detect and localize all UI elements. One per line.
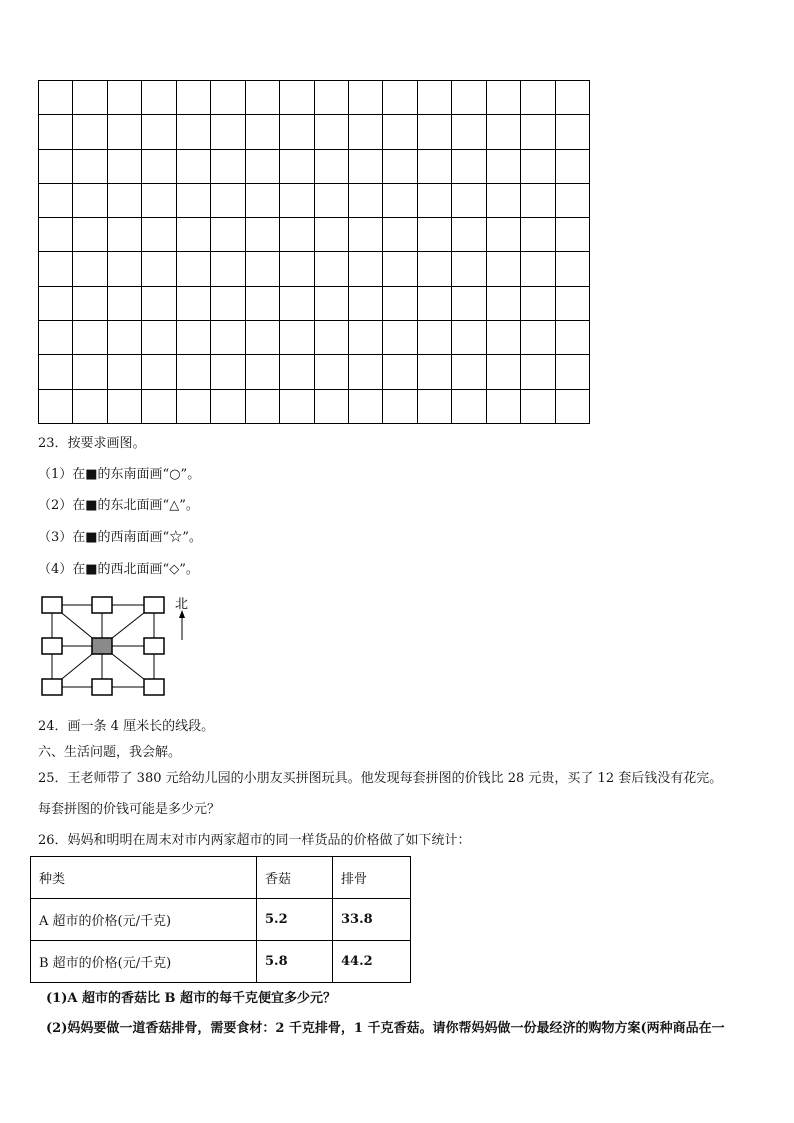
- grid-cell: [521, 252, 555, 286]
- grid-cell: [417, 321, 451, 355]
- grid-cell: [107, 81, 141, 115]
- grid-cell: [245, 81, 279, 115]
- grid-cell: [486, 286, 520, 320]
- table-row: [31, 941, 411, 983]
- grid-cell: [521, 149, 555, 183]
- table-cell: 5.2: [257, 899, 333, 941]
- grid-cell: [383, 149, 417, 183]
- grid-cell: [73, 149, 107, 183]
- grid-cell: [280, 355, 314, 389]
- grid-cell: [314, 218, 348, 252]
- question-25-continued: 每套拼图的价钱可能是多少元？: [38, 802, 221, 817]
- grid-cell: [383, 183, 417, 217]
- grid-cell: [73, 389, 107, 423]
- grid-cell: [486, 183, 520, 217]
- grid-cell: [39, 115, 73, 149]
- grid-cell: [486, 218, 520, 252]
- grid-cell: [245, 183, 279, 217]
- grid-cell: [211, 149, 245, 183]
- grid-cell: [417, 218, 451, 252]
- center-box: [92, 638, 112, 654]
- grid-cell: [555, 218, 589, 252]
- grid-row: [39, 218, 590, 252]
- grid-cell: [486, 149, 520, 183]
- grid-cell: [73, 252, 107, 286]
- question-26: 26．妈妈和明明在周末对市内两家超市的同一样货品的价格做了如下统计：: [38, 833, 471, 848]
- grid-cell: [176, 355, 210, 389]
- north-label: 北: [175, 597, 189, 612]
- grid-cell: [383, 252, 417, 286]
- grid-cell: [555, 149, 589, 183]
- grid-row: [39, 183, 590, 217]
- grid-cell: [452, 81, 486, 115]
- grid-cell: [176, 218, 210, 252]
- grid-cell: [211, 252, 245, 286]
- grid-cell: [39, 149, 73, 183]
- grid-cell: [73, 81, 107, 115]
- grid-cell: [280, 286, 314, 320]
- grid-cell: [348, 389, 382, 423]
- grid-cell: [39, 183, 73, 217]
- grid-cell: [417, 183, 451, 217]
- grid-cell: [521, 183, 555, 217]
- grid-cell: [486, 81, 520, 115]
- grid-cell: [417, 149, 451, 183]
- question-24: 24．画一条 4 厘米长的线段。: [38, 719, 215, 734]
- grid-cell: [452, 149, 486, 183]
- grid-cell: [555, 183, 589, 217]
- question-23-title: 23．按要求画图。: [38, 436, 146, 451]
- question-23-item-1: （1）在■的东南面画“○”。: [38, 467, 201, 482]
- section-6-title: 六、生活问题，我会解。: [38, 745, 182, 760]
- price-table: [30, 856, 411, 983]
- grid-cell: [314, 252, 348, 286]
- grid-cell: [211, 81, 245, 115]
- question-26-part-2: (2)妈妈要做一道香菇排骨，需要食材：2 千克排骨，1 千克香菇。请你帮妈妈做一份最经济的购物方案(两种商品在一: [46, 1021, 725, 1036]
- grid-cell: [39, 218, 73, 252]
- grid-cell: [555, 115, 589, 149]
- grid-cell: [521, 321, 555, 355]
- grid-cell: [107, 389, 141, 423]
- grid-cell: [486, 115, 520, 149]
- grid-cell: [452, 286, 486, 320]
- grid-cell: [176, 389, 210, 423]
- grid-cell: [73, 183, 107, 217]
- grid-cell: [280, 321, 314, 355]
- grid-cell: [555, 252, 589, 286]
- east-box: [144, 638, 164, 654]
- grid-cell: [521, 389, 555, 423]
- grid-cell: [245, 321, 279, 355]
- grid-cell: [314, 286, 348, 320]
- grid-cell: [176, 286, 210, 320]
- grid-cell: [383, 389, 417, 423]
- grid-cell: [176, 81, 210, 115]
- grid-cell: [555, 321, 589, 355]
- grid-row: [39, 81, 590, 115]
- table-header-row: [31, 857, 411, 899]
- grid-cell: [176, 321, 210, 355]
- grid-cell: [73, 321, 107, 355]
- grid-cell: [314, 81, 348, 115]
- grid-cell: [417, 286, 451, 320]
- grid-cell: [417, 81, 451, 115]
- grid-cell: [280, 183, 314, 217]
- grid-cell: [280, 218, 314, 252]
- grid-cell: [348, 321, 382, 355]
- west-box: [42, 638, 62, 654]
- grid-cell: [348, 183, 382, 217]
- question-23-item-3: （3）在■的西南面画“☆”。: [38, 530, 202, 545]
- grid-cell: [245, 149, 279, 183]
- grid-cell: [417, 355, 451, 389]
- grid-cell: [245, 218, 279, 252]
- grid-cell: [176, 115, 210, 149]
- grid-cell: [521, 81, 555, 115]
- grid-cell: [280, 115, 314, 149]
- grid-cell: [107, 115, 141, 149]
- grid-cell: [486, 355, 520, 389]
- grid-cell: [107, 286, 141, 320]
- grid-cell: [348, 355, 382, 389]
- grid-cell: [314, 183, 348, 217]
- grid-cell: [452, 321, 486, 355]
- grid-cell: [73, 286, 107, 320]
- grid-cell: [211, 321, 245, 355]
- grid-cell: [452, 389, 486, 423]
- table-header-cell: 香菇: [257, 857, 333, 899]
- grid-cell: [486, 321, 520, 355]
- south-box: [92, 679, 112, 695]
- grid-cell: [107, 252, 141, 286]
- grid-cell: [107, 149, 141, 183]
- grid-row: [39, 252, 590, 286]
- grid-cell: [314, 115, 348, 149]
- grid-cell: [280, 81, 314, 115]
- grid-cell: [142, 81, 176, 115]
- table-row: [31, 899, 411, 941]
- grid-cell: [280, 149, 314, 183]
- grid-cell: [211, 355, 245, 389]
- grid-cell: [211, 286, 245, 320]
- grid-cell: [39, 355, 73, 389]
- grid-cell: [245, 286, 279, 320]
- drawing-grid: [38, 80, 590, 424]
- grid-cell: [417, 252, 451, 286]
- grid-cell: [142, 115, 176, 149]
- grid-cell: [73, 218, 107, 252]
- grid-cell: [452, 218, 486, 252]
- grid-cell: [107, 321, 141, 355]
- grid-cell: [486, 389, 520, 423]
- grid-row: [39, 115, 590, 149]
- grid-row: [39, 355, 590, 389]
- grid-cell: [521, 286, 555, 320]
- grid-cell: [314, 321, 348, 355]
- north-box: [92, 597, 112, 613]
- grid-cell: [555, 355, 589, 389]
- grid-cell: [555, 389, 589, 423]
- grid-cell: [211, 183, 245, 217]
- grid-cell: [176, 183, 210, 217]
- grid-cell: [176, 252, 210, 286]
- grid-cell: [348, 286, 382, 320]
- grid-cell: [521, 115, 555, 149]
- grid-cell: [417, 115, 451, 149]
- table-cell: 5.8: [257, 941, 333, 983]
- grid-cell: [452, 183, 486, 217]
- grid-cell: [142, 183, 176, 217]
- grid-cell: [107, 355, 141, 389]
- question-23-item-4: （4）在■的西北面画“◇”。: [38, 562, 199, 577]
- table-cell: 33.8: [333, 899, 411, 941]
- grid-cell: [39, 252, 73, 286]
- southwest-box: [42, 679, 62, 695]
- grid-cell: [280, 389, 314, 423]
- grid-cell: [314, 389, 348, 423]
- question-26-part-1: (1)A 超市的香菇比 B 超市的每千克便宜多少元？: [46, 991, 336, 1006]
- grid-cell: [245, 252, 279, 286]
- grid-cell: [245, 355, 279, 389]
- northwest-box: [42, 597, 62, 613]
- grid-cell: [486, 252, 520, 286]
- grid-cell: [142, 321, 176, 355]
- table-header-cell: 排骨: [333, 857, 411, 899]
- southeast-box: [144, 679, 164, 695]
- grid-cell: [383, 115, 417, 149]
- grid-cell: [107, 183, 141, 217]
- grid-cell: [176, 149, 210, 183]
- grid-cell: [211, 389, 245, 423]
- northeast-box: [144, 597, 164, 613]
- grid-cell: [348, 252, 382, 286]
- grid-cell: [245, 389, 279, 423]
- grid-row: [39, 149, 590, 183]
- grid-cell: [142, 355, 176, 389]
- grid-cell: [142, 149, 176, 183]
- grid-cell: [383, 355, 417, 389]
- grid-cell: [39, 286, 73, 320]
- grid-cell: [417, 389, 451, 423]
- grid-cell: [314, 355, 348, 389]
- table-cell: 44.2: [333, 941, 411, 983]
- grid-cell: [383, 321, 417, 355]
- grid-cell: [211, 115, 245, 149]
- grid-cell: [39, 389, 73, 423]
- direction-diagram: [36, 592, 196, 698]
- grid-cell: [142, 286, 176, 320]
- grid-cell: [73, 115, 107, 149]
- grid-row: [39, 321, 590, 355]
- grid-cell: [348, 149, 382, 183]
- grid-cell: [383, 286, 417, 320]
- grid-cell: [555, 286, 589, 320]
- grid-cell: [39, 321, 73, 355]
- table-cell: A 超市的价格(元/千克): [31, 899, 257, 941]
- grid-cell: [452, 115, 486, 149]
- table-header-cell: 种类: [31, 857, 257, 899]
- question-25: 25．王老师带了 380 元给幼儿园的小朋友买拼图玩具。他发现每套拼图的价钱比 28 元贵，买了 12 套后钱没有花完。: [38, 771, 723, 786]
- grid-cell: [107, 218, 141, 252]
- grid-cell: [211, 218, 245, 252]
- grid-cell: [452, 252, 486, 286]
- question-23-item-2: （2）在■的东北面画“△”。: [38, 498, 199, 513]
- grid-cell: [142, 389, 176, 423]
- grid-cell: [521, 218, 555, 252]
- table-cell: B 超市的价格(元/千克): [31, 941, 257, 983]
- grid-cell: [245, 115, 279, 149]
- grid-cell: [383, 218, 417, 252]
- grid-cell: [39, 81, 73, 115]
- grid-row: [39, 389, 590, 423]
- grid-cell: [452, 355, 486, 389]
- grid-cell: [280, 252, 314, 286]
- grid-cell: [383, 81, 417, 115]
- grid-cell: [73, 355, 107, 389]
- grid-cell: [142, 252, 176, 286]
- grid-cell: [348, 115, 382, 149]
- grid-cell: [348, 218, 382, 252]
- grid-cell: [348, 81, 382, 115]
- grid-row: [39, 286, 590, 320]
- grid-cell: [555, 81, 589, 115]
- grid-cell: [314, 149, 348, 183]
- grid-cell: [521, 355, 555, 389]
- grid-cell: [142, 218, 176, 252]
